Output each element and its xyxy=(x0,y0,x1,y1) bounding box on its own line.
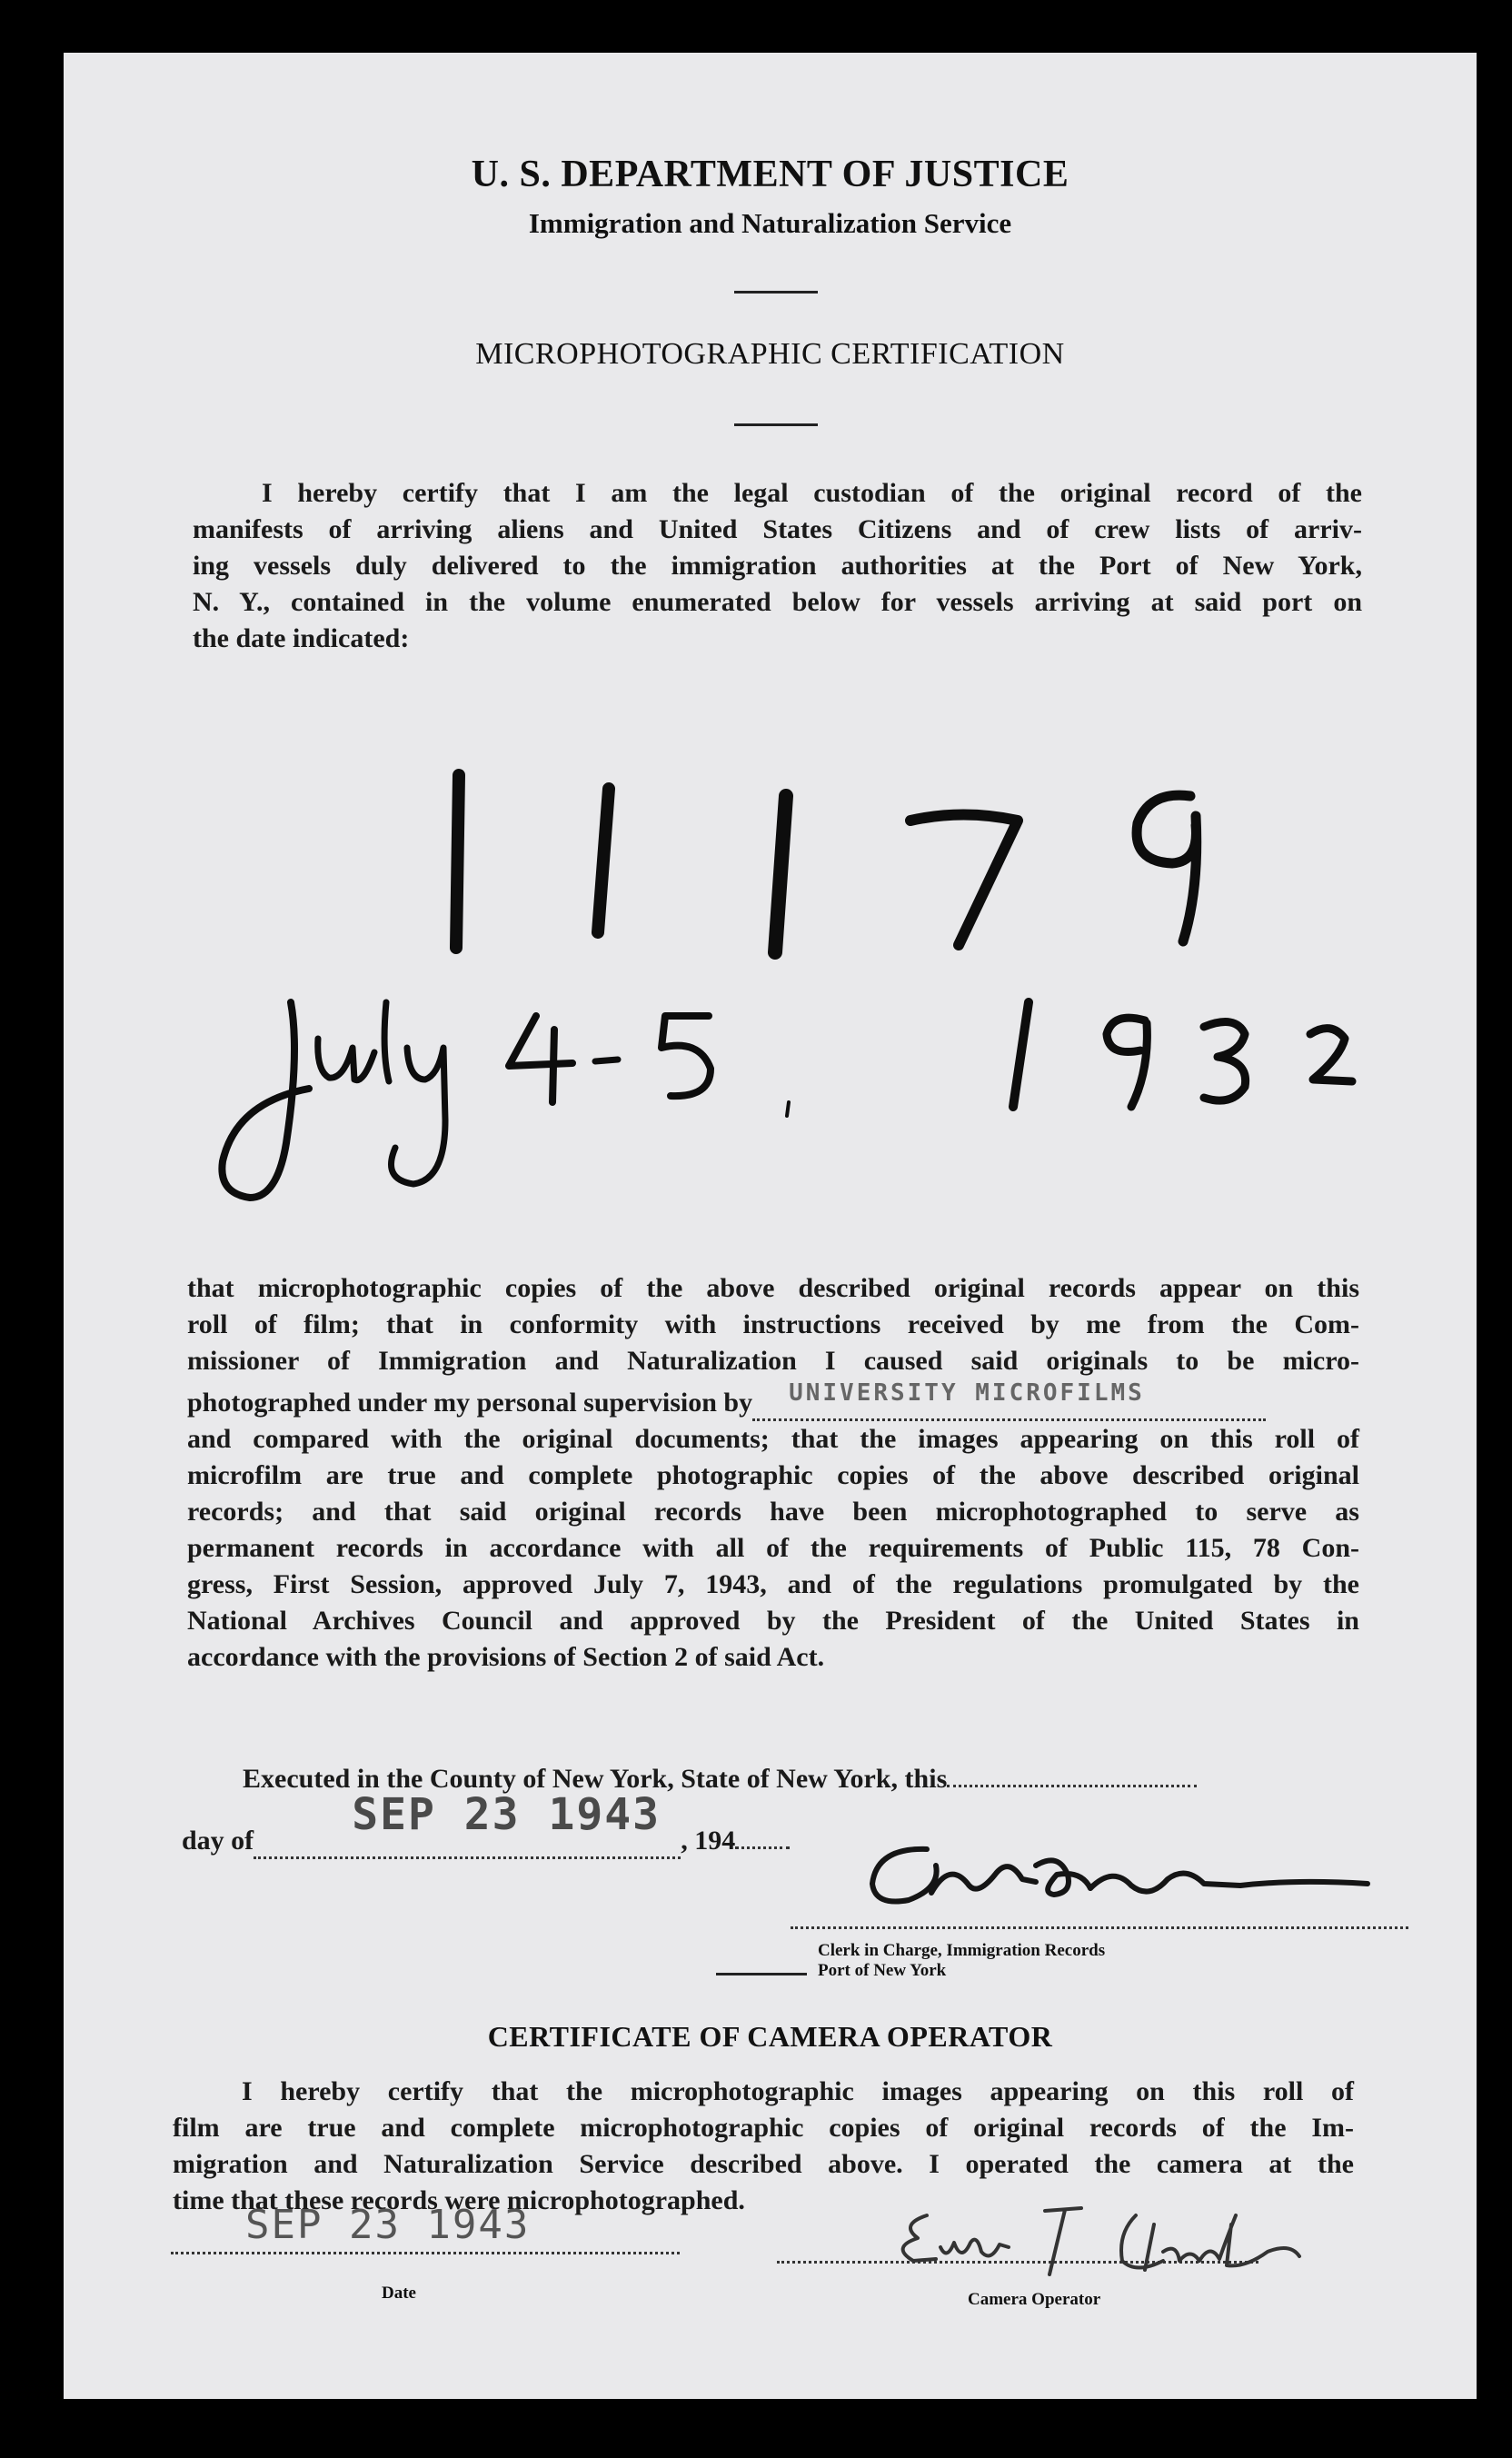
camera-operator-signature xyxy=(863,2197,1408,2284)
date-label: Date xyxy=(382,2284,416,2303)
day-of-label: day of xyxy=(182,1826,254,1856)
supervisor-stamp: UNIVERSITY MICROFILMS xyxy=(789,1379,1145,1407)
camera-line: migration and Naturalization Service described above. I operated the camera at the xyxy=(173,2149,1354,2179)
clerk-signature-line xyxy=(791,1917,1408,1934)
year-prefix: , 194 xyxy=(681,1826,736,1856)
clerk-port: Port of New York xyxy=(818,1961,947,1980)
execution-text: Executed in the County of New York, State of New York, this xyxy=(243,1764,948,1794)
service-subheading: Immigration and Naturalization Service xyxy=(528,207,1012,239)
clerk-title: Clerk in Charge, Immigration Records xyxy=(818,1941,1106,1960)
camera-date-stamp: SEP 23 1943 xyxy=(245,2202,531,2248)
certificate-sheet xyxy=(64,53,1477,2399)
day-of-line xyxy=(182,1789,790,1859)
body-line: records; and that said original records have been microphotographed to serve as xyxy=(187,1497,1359,1527)
camera-line: film are true and complete microphotographic copies of original records of the Im- xyxy=(173,2113,1354,2143)
certification-title: MICROPHOTOGRAPHIC CERTIFICATION xyxy=(475,337,1065,371)
execution-date-stamp: SEP 23 1943 xyxy=(352,1789,662,1840)
camera-certificate-title: CERTIFICATE OF CAMERA OPERATOR xyxy=(487,2020,1053,2053)
year-field xyxy=(735,1846,790,1849)
body-line: missioner of Immigration and Naturalization I caused said originals to be micro- xyxy=(187,1346,1359,1376)
divider xyxy=(734,291,818,294)
intro-line: I hereby certify that I am the legal custodian of the original record of the xyxy=(262,478,1362,508)
body-line: and compared with the original documents; that the images appearing on this roll of xyxy=(187,1424,1359,1454)
operator-label: Camera Operator xyxy=(968,2290,1101,2309)
body-line: permanent records in accordance with all of the requirements of Public 115, 78 Con- xyxy=(187,1533,1359,1563)
divider xyxy=(734,423,818,426)
body-line: gress, First Session, approved July 7, 1943, and of the regulations promulgated by the xyxy=(187,1569,1359,1599)
intro-line: ing vessels duly delivered to the immigration authorities at the Port of New York, xyxy=(193,551,1362,581)
body-line: roll of film; that in conformity with instructions received by me from the Com- xyxy=(187,1309,1359,1339)
body-line: that microphotographic copies of the above described original records appear on this xyxy=(187,1273,1359,1303)
intro-line: N. Y., contained in the volume enumerated below for vessels arriving at said port on xyxy=(193,587,1362,617)
camera-line: time that these records were microphotographed. xyxy=(173,2185,745,2215)
clerk-signature xyxy=(841,1829,1404,1929)
body-line: accordance with the provisions of Section 2 of said Act. xyxy=(187,1642,825,1672)
intro-line: the date indicated: xyxy=(193,623,410,653)
supervisor-field xyxy=(752,1379,1266,1421)
date-line xyxy=(171,2243,680,2259)
execution-day-field xyxy=(947,1785,1197,1787)
department-heading: U. S. DEPARTMENT OF JUSTICE xyxy=(471,154,1069,195)
body-line: photographed under my personal supervision by xyxy=(187,1388,753,1418)
body-line: microfilm are true and complete photographic copies of the above described original xyxy=(187,1460,1359,1490)
intro-line: manifests of arriving aliens and United States Citizens and of crew lists of arriv- xyxy=(193,514,1362,544)
body-line-with-field xyxy=(187,1379,1359,1421)
clerk-title-block xyxy=(818,1941,1105,1981)
day-of-field xyxy=(254,1789,681,1859)
body-paragraph xyxy=(187,1270,1359,1676)
body-line: National Archives Council and approved by the President of the United States in xyxy=(187,1606,1359,1636)
intro-paragraph xyxy=(193,475,1362,657)
camera-line: I hereby certify that the microphotographic images appearing on this roll of xyxy=(242,2076,1354,2106)
divider xyxy=(716,1973,807,1975)
operator-line xyxy=(777,2252,1258,2268)
